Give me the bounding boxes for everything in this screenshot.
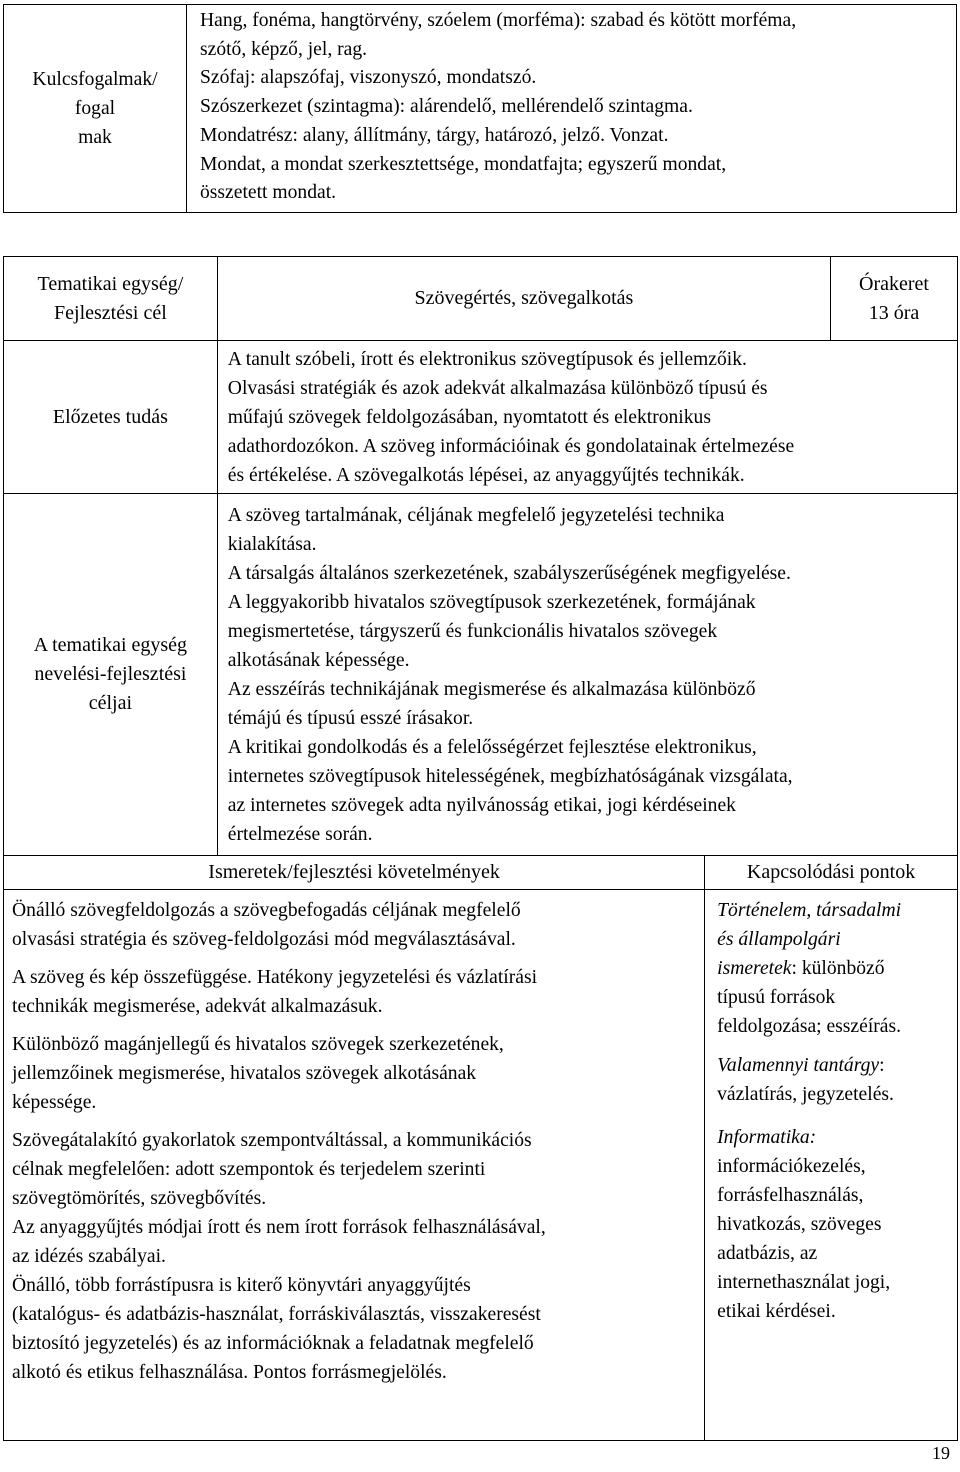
connection-text: : — [879, 1055, 885, 1076]
requirements-line: célnak megfelelően: adott szempontok és terjedelem szerinti — [12, 1159, 486, 1180]
goals-line: A kritikai gondolkodás és a felelősségérzet fejlesztése elektronikus, — [227, 736, 757, 758]
key-concepts-label-line: fogal — [74, 97, 116, 119]
prior-knowledge-content — [217, 341, 957, 494]
connections-header: Kapcsolódási pontok — [705, 856, 958, 890]
connection-text: : különböző — [791, 958, 885, 979]
goals-content — [217, 494, 957, 856]
prior-knowledge-line: adathordozókon. A szöveg információinak és gondolatainak értelmezése — [227, 435, 795, 457]
requirements-paragraph — [12, 896, 700, 954]
requirements-content — [4, 890, 705, 1441]
requirements-line: (katalógus- és adatbázis-használat, forráskiválasztás, visszakeresést — [12, 1304, 541, 1325]
requirements-line: az idézés szabályai. — [12, 1246, 166, 1267]
requirements-header: Ismeretek/fejlesztési követelmények — [4, 856, 705, 890]
key-concepts-label-line: mak — [78, 126, 112, 148]
key-concepts-label-line: Kulcsfogalmak/ — [32, 68, 158, 90]
connections-content — [705, 890, 958, 1441]
key-concepts-line: szótő, képző, jel, rag. — [200, 38, 368, 60]
connection-text: etikai kérdései. — [717, 1301, 836, 1322]
key-concepts-line: Szófaj: alapszófaj, viszonyszó, mondatszó. — [200, 67, 537, 89]
requirements-line: képessége. — [12, 1092, 97, 1113]
connection-subject: és állampolgári — [717, 929, 841, 950]
thematic-unit-title: Szövegértés, szövegalkotás — [217, 257, 830, 341]
prior-knowledge-line: Olvasási stratégiák és azok adekvát alkalmazása különböző típusú és — [227, 377, 768, 399]
prior-knowledge-line: és értékelése. A szövegalkotás lépései, az anyaggyűjtés technikák. — [227, 464, 745, 486]
requirements-paragraph — [12, 1126, 700, 1387]
connection-text: internethasználat jogi, — [717, 1272, 891, 1293]
hours-cell — [831, 257, 958, 341]
connection-text: feldolgozása; esszéírás. — [717, 1016, 902, 1037]
goals-line: alkotásának képessége. — [227, 649, 410, 671]
key-concepts-table — [3, 4, 957, 213]
requirements-line: szövegtömörítés, szövegbővítés. — [12, 1188, 267, 1209]
requirements-paragraph — [12, 963, 700, 1021]
thematic-unit-label-line: Tematikai egység/ — [37, 272, 184, 295]
thematic-unit-label — [4, 257, 218, 341]
key-concepts-label — [4, 5, 187, 213]
goals-line: megismertetése, tárgyszerű és funkcionális hivatalos szövegek — [227, 620, 718, 642]
requirements-line: Önálló, több forrástípusra is kiterő könyvtári anyaggyűjtés — [12, 1275, 471, 1296]
prior-knowledge-line: A tanult szóbeli, írott és elektronikus szövegtípusok és jellemzőik. — [227, 348, 747, 370]
requirements-line: technikák megismerése, adekvát alkalmazásuk. — [12, 996, 383, 1017]
goals-line: Az esszéírás technikájának megismerése és alkalmazása különböző — [227, 678, 756, 700]
thematic-unit-label-line: Fejlesztési cél — [54, 301, 167, 324]
requirements-line: Különböző magánjellegű és hivatalos szövegek szerkezetének, — [12, 1034, 504, 1055]
key-concepts-line: összetett mondat. — [200, 182, 337, 204]
key-concepts-line: Mondatrész: alany, állítmány, tárgy, határozó, jelző. Vonzat. — [200, 124, 669, 146]
prior-knowledge-line: műfajú szövegek feldolgozásában, nyomtatott és elektronikus — [227, 406, 711, 428]
connection-text: adatbázis, az — [717, 1243, 818, 1264]
goals-line: kialakítása. — [227, 533, 317, 555]
requirements-line: alkotó és etikus felhasználása. Pontos forrásmegjelölés. — [12, 1362, 447, 1383]
goals-label-line: céljai — [88, 692, 133, 714]
hours-value: 13 óra — [868, 301, 920, 324]
requirements-line: Az anyaggyűjtés módjai írott és nem írott források felhasználásával, — [12, 1217, 546, 1238]
goals-line: az internetes szövegek adta nyilvánosság etikai, jogi kérdéseinek — [227, 794, 736, 816]
goals-line: internetes szövegtípusok hitelességének, megbízhatóságának vizsgálata, — [227, 765, 793, 787]
key-concepts-content — [187, 5, 957, 213]
goals-label-line: nevelési-fejlesztési — [34, 663, 187, 685]
goals-label — [4, 494, 218, 856]
connection-text: információkezelés, — [717, 1156, 866, 1177]
hours-label: Órakeret — [859, 272, 929, 295]
connection-subject: Valamennyi tantárgy — [717, 1055, 880, 1076]
requirements-line: biztosító jegyzetelés) és az információknak a feladatnak megfelelő — [12, 1333, 534, 1354]
thematic-unit-table — [3, 256, 958, 1441]
prior-knowledge-label: Előzetes tudás — [4, 341, 218, 494]
page-number: 19 — [932, 1443, 950, 1463]
goals-line: értelmezése során. — [227, 823, 373, 845]
connection-text: forrásfelhasználás, — [717, 1185, 864, 1206]
goals-line: A leggyakoribb hivatalos szövegtípusok szerkezetének, formájának — [227, 591, 756, 613]
requirements-line: Szövegátalakító gyakorlatok szempontváltással, a kommunikációs — [12, 1130, 532, 1151]
connection-all-subjects — [717, 1051, 953, 1109]
goals-label-line: A tematikai egység — [33, 634, 188, 656]
connection-subject: ismeretek — [717, 958, 792, 979]
connection-informatics — [717, 1123, 953, 1326]
requirements-line: olvasási stratégia és szöveg-feldolgozási mód megválasztásával. — [12, 929, 516, 950]
key-concepts-line: Hang, fonéma, hangtörvény, szóelem (morféma): szabad és kötött morféma, — [200, 10, 797, 31]
goals-line: témájú és típusú esszé írásakor. — [227, 707, 474, 729]
key-concepts-line: Mondat, a mondat szerkesztettsége, mondatfajta; egyszerű mondat, — [200, 153, 727, 175]
requirements-line: A szöveg és kép összefüggése. Hatékony jegyzetelési és vázlatírási — [12, 967, 538, 988]
connection-subject: Informatika: — [717, 1127, 817, 1148]
requirements-paragraph — [12, 1030, 700, 1117]
key-concepts-line: Szószerkezet (szintagma): alárendelő, mellérendelő szintagma. — [200, 96, 693, 118]
requirements-line: Önálló szövegfeldolgozás a szövegbefogadás céljának megfelelő — [12, 900, 521, 921]
requirements-line: jellemzőinek megismerése, hivatalos szövegek alkotásának — [12, 1063, 477, 1084]
connection-text: típusú források — [717, 987, 836, 1008]
connection-history — [717, 896, 953, 1041]
connection-subject: Történelem, társadalmi — [717, 900, 902, 921]
connection-text: hivatkozás, szöveges — [717, 1214, 882, 1235]
goals-line: A társalgás általános szerkezetének, szabályszerűségének megfigyelése. — [227, 562, 791, 584]
goals-line: A szöveg tartalmának, céljának megfelelő jegyzetelési technika — [227, 504, 725, 526]
connection-text: vázlatírás, jegyzetelés. — [717, 1084, 894, 1105]
